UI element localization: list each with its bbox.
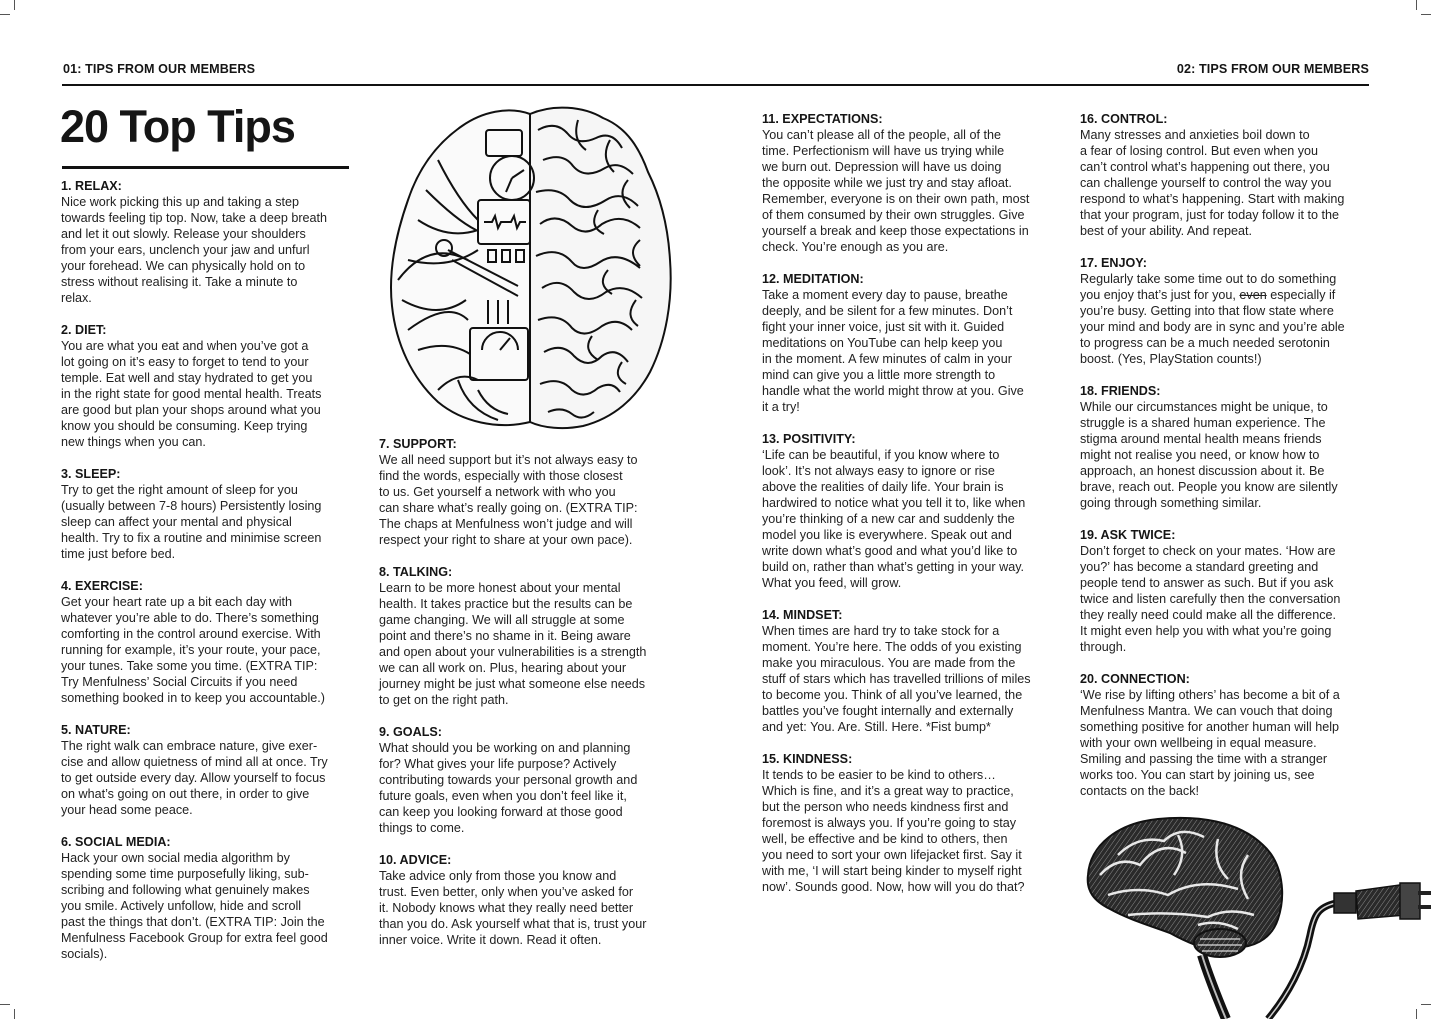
tip-body: ‘We rise by lifting others’ has become a bit of a Menfulness Mantra. We can vouch that doing something positive for another human will help with your own wellbeing in equal measure. Smiling and passing the time with a stranger works too. You can start by joining us, see contacts on the back! [1080,688,1340,798]
tip-connection [1080,671,1380,799]
tip-body [1080,271,1380,367]
tip-body-text: especially if you’re busy. Getting into that flow state where your mind and body are in sync and you’re able to progress can be a much needed serotonin boost. (Yes, PlayStation counts!) [1080,288,1345,366]
column-2 [379,436,679,964]
tip-title: 8. TALKING: [379,565,453,579]
tip-kindness [762,751,1062,895]
tip-body: Get your heart rate up a bit each day with whatever you’re able to do. There’s something comforting in the control around exercise. With running for example, it’s your route, your pace, your tunes. Take some you time. (EXTRA TIP: Try Menfulness’ Social Circuits if you need something booked in to keep you accountable.) [61,595,325,705]
plugged-brain-illustration [1078,815,1431,1019]
crop-mark [14,0,15,10]
tip-diet [61,322,361,450]
tip-support [379,436,679,548]
tip-title: 5. NATURE: [61,723,131,737]
tip-talking [379,564,679,708]
tip-title: 7. SUPPORT: [379,437,457,451]
tip-body: You are what you eat and when you’ve got a lot going on it’s easy to forget to tend to your temple. Eat well and stay hydrated to get you in the right state for good mental health. Treats are good but plan your shops around what you know you should be consuming. Keep trying new things when you can. [61,339,322,449]
tip-ask-twice [1080,527,1380,655]
tip-title: 17. ENJOY: [1080,256,1147,270]
tip-body: It tends to be easier to be kind to others… Which is fine, and it’s a great way to practice, but the person who needs kindness first and foremost is always you. If you’re going to stay well, be effective and be kind to others, then you need to sort your own lifejacket first. Say it with me, ‘I will start being kinder to myself right now’. Sounds good. Now, how will you do that? [762,768,1025,894]
plug-icon [1334,883,1431,919]
header-rule [62,84,1369,86]
tip-title: 13. POSITIVITY: [762,432,856,446]
tip-social-media [61,834,361,962]
crop-mark [1416,0,1417,10]
tip-title: 4. EXERCISE: [61,579,143,593]
crop-mark [1421,14,1431,15]
tip-title: 19. ASK TWICE: [1080,528,1176,542]
tip-title: 18. FRIENDS: [1080,384,1161,398]
tip-body: When times are hard try to take stock for a moment. You’re here. The odds of you existing make you miraculous. You are made from the stuff of stars which has travelled trillions of miles to become you. Think of all you’ve learned, the battles you’ve fought internally and externally and yet: You. Are. Still. Here. *Fist bump* [762,624,1031,734]
crop-mark [0,1004,10,1005]
tip-expectations [762,111,1062,255]
tip-body: What should you be working on and planning for? What gives your life purpose? Actively contributing towards your personal growth and future goals, even when you don’t feel like it, can keep you looking forward at those good things to come. [379,741,638,835]
tip-body: We all need support but it’s not always easy to find the words, especially with those closest to us. Get yourself a network with who you can share what’s really going on. (EXTRA TIP: The chaps at Menfulness won’t judge and will respect your right to share at your own pace). [379,453,638,547]
tip-meditation [762,271,1062,415]
struck-word: even [1239,288,1267,302]
tip-body: Don’t forget to check on your mates. ‘How are you?’ has become a standard greeting and people tend to answer as such. But if you ask twice and listen carefully then the conversation they really need could make all the difference. It might even help you with what you’re going through. [1080,544,1341,654]
tip-nature [61,722,361,818]
tip-title: 12. MEDITATION: [762,272,864,286]
tip-title: 6. SOCIAL MEDIA: [61,835,171,849]
tip-friends [1080,383,1380,511]
tip-title: 10. ADVICE: [379,853,452,867]
tip-mindset [762,607,1062,735]
tip-body: You can’t please all of the people, all of the time. Perfectionism will have us trying while we burn out. Depression will have us doing the opposite while we just try and stay afloat. Remember, everyone is on their own path, most of them consumed by their own struggles. Give yourself a break and keep those expectations in check. You’re enough as you are. [762,128,1030,254]
tip-body: Learn to be more honest about your mental health. It takes practice but the results can be game changing. We will all struggle at some point and there’s no shame in it. Being aware and open about your vulnerabilities is a strength we can all work on. Plus, hearing about your journey might be just what someone else needs to get on the right path. [379,581,647,707]
tip-body: Take advice only from those you know and trust. Even better, only when you’ve asked for it. Nobody knows what they really need better than you do. Ask yourself what that is, trust your inner voice. Write it down. Read it often. [379,869,647,947]
tip-title: 14. MINDSET: [762,608,843,622]
tip-exercise [61,578,361,706]
tip-enjoy [1080,255,1380,367]
tip-title: 15. KINDNESS: [762,752,853,766]
running-head-right: 02: TIPS FROM OUR MEMBERS [1176,62,1369,76]
column-1 [61,178,361,978]
tip-title: 9. GOALS: [379,725,442,739]
tip-body: Take a moment every day to pause, breathe deeply, and be silent for a few minutes. Don’t fight your inner voice, just sit with it. Guided meditations on YouTube can help keep you in the moment. A few minutes of calm in your mind can give you a little more strength to handle what the world might throw at you. Give it a try! [762,288,1024,414]
column-4 [1080,111,1380,815]
page-title: 20 Top Tips [60,101,295,152]
crop-mark [14,1009,15,1019]
tip-title: 20. CONNECTION: [1080,672,1190,686]
tip-positivity [762,431,1062,591]
tip-body: Try to get the right amount of sleep for you (usually between 7-8 hours) Persistently losing sleep can affect your mental and physical health. Try to fix a routine and minimise screen time just before bed. [61,483,322,561]
tip-relax [61,178,361,306]
tip-sleep [61,466,361,562]
tip-title: 1. RELAX: [61,179,122,193]
tip-body: Nice work picking this up and taking a step towards feeling tip top. Now, take a deep breath and let it out slowly. Release your shoulders from your ears, unclench your jaw and unfurl your forehead. We can physically hold on to stress without realising it. Take a minute to relax. [61,195,328,305]
tip-title: 11. EXPECTATIONS: [762,112,883,126]
tip-advice [379,852,679,948]
tip-goals [379,724,679,836]
mechanical-brain-illustration [378,100,683,430]
tip-body: Many stresses and anxieties boil down to a fear of losing control. But even when you can’t control what’s happening out there, you can challenge yourself to control the way you respond to what’s happening. Start with making that your program, just for today follow it to the best of your ability. And repeat. [1080,128,1345,238]
tip-title: 2. DIET: [61,323,107,337]
tip-title: 16. CONTROL: [1080,112,1168,126]
tip-body: While our circumstances might be unique, to struggle is a shared human experience. The stigma around mental health means friends might not realise you need, or know how to approach, an honest discussion about it. Be brave, reach out. People you know are silently going through something similar. [1080,400,1338,510]
column-3 [762,111,1062,911]
tip-body: The right walk can embrace nature, give exer- cise and allow quietness of mind all at once. Try to get outside every day. Allow yourself to focus on what’s going on out there, in order to give your head some peace. [61,739,328,817]
title-rule [62,166,349,169]
brain-hemisphere-right [530,108,671,428]
tip-body: ‘Life can be beautiful, if you know where to look’. It’s not always easy to ignore or rise above the realities of daily life. Your brain is hardwired to notice what you tell it to, like when you’re thinking of a new car and suddenly the model you like is everywhere. Speak out and write down what’s good and what you’d like to build on, rather than what’s getting in your way. What you feed, will grow. [762,448,1026,590]
tip-control [1080,111,1380,239]
tip-body-text: Regularly take some time out to do something you enjoy that’s just for you, [1080,272,1337,302]
crop-mark [0,14,10,15]
running-head-left: 01: TIPS FROM OUR MEMBERS [63,62,256,76]
tip-body: Hack your own social media algorithm by spending some time purposefully liking, sub- scribing and following what genuinely makes you smile. Actively unfollow, hide and scroll past the things that don’t. (EXTRA TIP: Join the Menfulness Facebook Group for extra feel good socials). [61,851,328,961]
tip-title: 3. SLEEP: [61,467,121,481]
